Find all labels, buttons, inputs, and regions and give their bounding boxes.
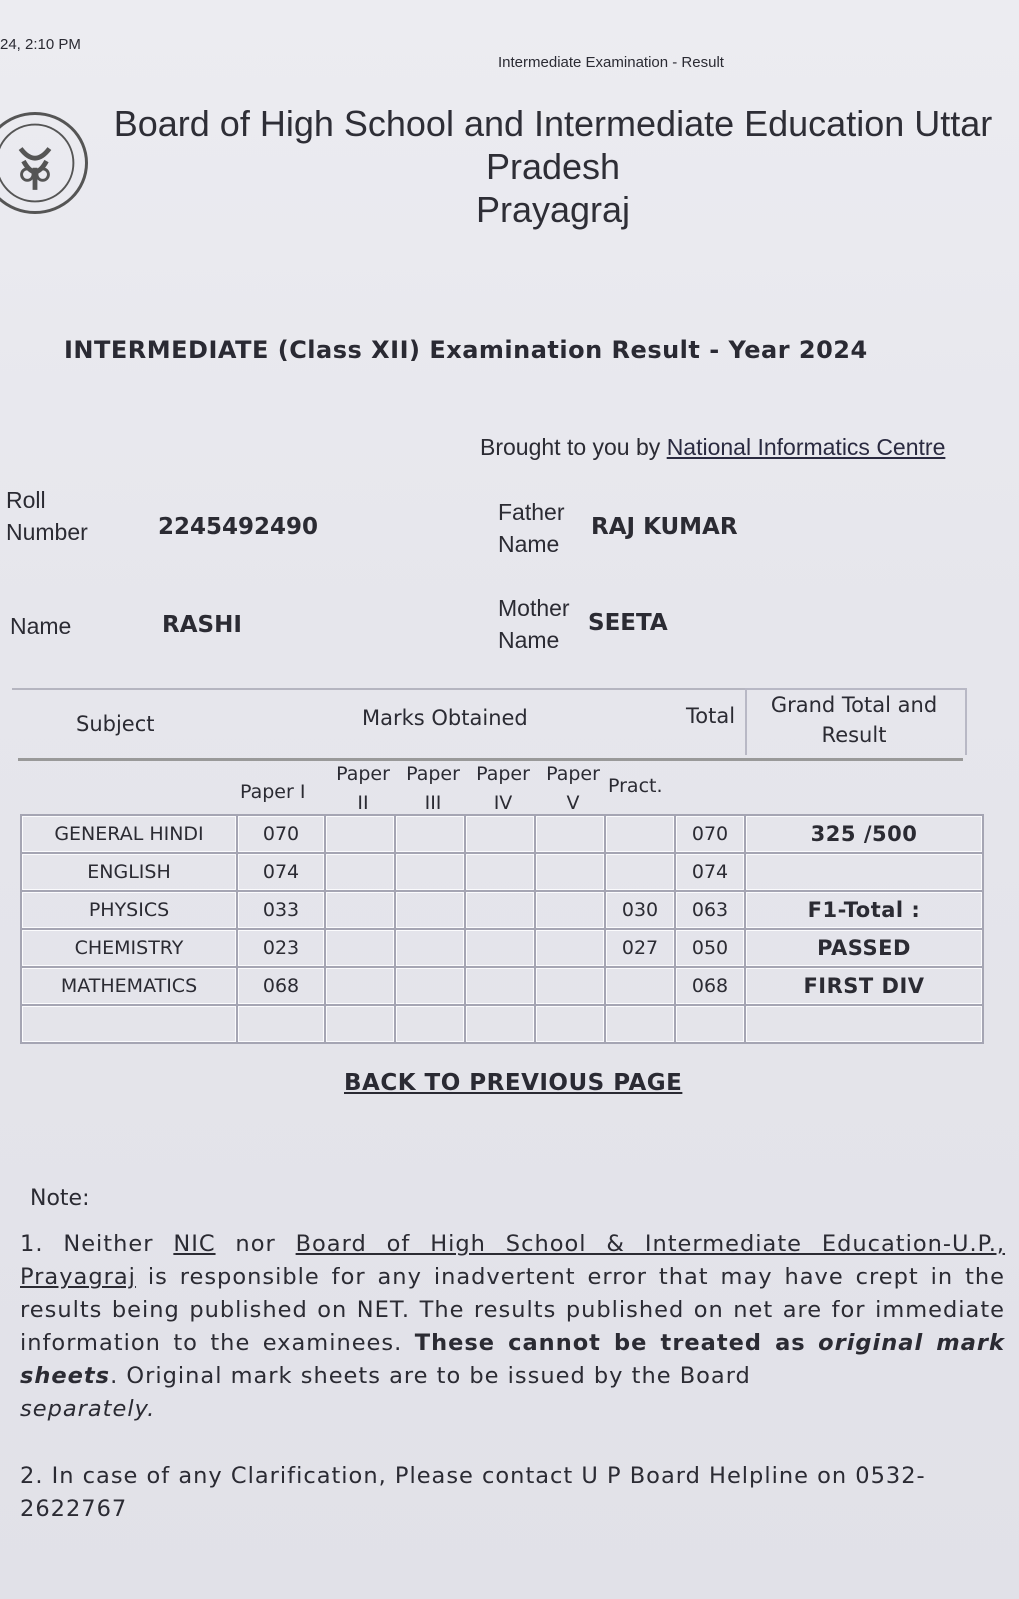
cell-p3: [395, 853, 465, 891]
cell-p2: [325, 1005, 395, 1043]
marks-table: [20, 814, 984, 1044]
nic-note-link[interactable]: NIC: [173, 1231, 216, 1257]
credit-prefix: Brought to you by: [480, 434, 667, 460]
cell-p1: [237, 1005, 325, 1043]
cell-p2: [325, 891, 395, 929]
paper5-header-line2: V: [566, 792, 580, 814]
cell-p5: [535, 891, 605, 929]
paper4-header-line1: Paper: [476, 763, 530, 785]
subject-header: Subject: [76, 712, 155, 736]
table-row: [21, 853, 983, 891]
paper3-header: [400, 760, 466, 818]
marks-obtained-header: Marks Obtained: [362, 706, 528, 730]
grand-total-header: [748, 690, 960, 750]
cell-p4: [465, 1005, 535, 1043]
cell-p1: 023: [237, 929, 325, 967]
paper3-header-line1: Paper: [406, 763, 460, 785]
cell-p4: [465, 967, 535, 1005]
mother-label: [498, 592, 570, 656]
note-paragraph-1: [20, 1228, 1005, 1426]
cell-p4: [465, 853, 535, 891]
cell-p5: [535, 815, 605, 853]
cell-result: [745, 853, 983, 891]
cell-p5: [535, 929, 605, 967]
cell-result: F1-Total :: [745, 891, 983, 929]
cell-p2: [325, 815, 395, 853]
print-page-title: Intermediate Examination - Result: [498, 54, 724, 71]
cell-p1: 070: [237, 815, 325, 853]
paper1-header: Paper I: [240, 781, 306, 803]
table-row: [21, 967, 983, 1005]
grand-total-header-line1: Grand Total and: [770, 693, 938, 717]
paper2-header: [330, 760, 396, 818]
cell-subject: PHYSICS: [21, 891, 237, 929]
cell-subject: GENERAL HINDI: [21, 815, 237, 853]
back-to-previous-page-link[interactable]: BACK TO PREVIOUS PAGE: [344, 1070, 683, 1096]
cell-p3: [395, 1005, 465, 1043]
cell-subject: CHEMISTRY: [21, 929, 237, 967]
print-timestamp: 24, 2:10 PM: [0, 36, 81, 53]
note-text: is responsible for any inadvertent error that may have crept in the results being published on NET. The results published on net are for immediate information to the examinees.: [20, 1264, 1005, 1356]
board-name-line1: Board of High School and Intermediate Education Uttar: [113, 103, 993, 144]
paper3-header-line2: III: [424, 792, 442, 814]
student-name: RASHI: [162, 612, 242, 638]
helpline-text: 2. In case of any Clarification, Please contact U P Board Helpline on 0532-: [20, 1463, 926, 1489]
note-bold-italic-text: original mark sheets: [20, 1330, 1005, 1389]
cell-p3: [395, 929, 465, 967]
cell-pract: [605, 853, 675, 891]
cell-subject: [21, 1005, 237, 1043]
total-header: Total: [686, 704, 736, 728]
cell-p2: [325, 967, 395, 1005]
cell-total: [675, 1005, 745, 1043]
roll-label-line2: Number: [6, 519, 88, 545]
father-label-line2: Name: [498, 531, 560, 557]
roll-label-line1: Roll: [6, 487, 46, 513]
paper5-header-line1: Paper: [546, 763, 600, 785]
cell-p2: [325, 929, 395, 967]
cell-pract: [605, 1005, 675, 1043]
board-name-line2: Pradesh: [485, 146, 621, 187]
cell-subject: MATHEMATICS: [21, 967, 237, 1005]
credit-line: [480, 434, 945, 461]
note-text: nor: [215, 1231, 296, 1257]
cell-p3: [395, 815, 465, 853]
mother-label-line1: Mother: [498, 595, 570, 621]
paper2-header-line2: II: [357, 792, 369, 814]
cell-total: 050: [675, 929, 745, 967]
nic-link[interactable]: National Informatics Centre: [666, 434, 946, 460]
cell-result: 325 /500: [745, 815, 983, 853]
grand-total-header-line2: Result: [821, 723, 887, 747]
board-name-line3: Prayagraj: [475, 189, 631, 230]
helpline-number: 2622767: [20, 1496, 128, 1522]
note-label: Note:: [30, 1186, 90, 1211]
roll-number: 2245492490: [158, 514, 319, 540]
cell-p5: [535, 1005, 605, 1043]
note-text: . Original mark sheets are to be issued by the Board: [110, 1363, 751, 1389]
paper2-header-line1: Paper: [336, 763, 390, 785]
father-name: RAJ KUMAR: [591, 514, 738, 540]
cell-pract: [605, 967, 675, 1005]
prayagraj-note-link[interactable]: Prayagraj: [20, 1264, 136, 1290]
cell-p4: [465, 815, 535, 853]
table-row: [21, 891, 983, 929]
name-label: Name: [10, 613, 72, 639]
note-italic-text: separately.: [20, 1396, 156, 1422]
board-seal-icon: [0, 112, 88, 214]
cell-pract: [605, 815, 675, 853]
pract-header: Pract.: [608, 775, 663, 797]
paper4-header-line2: IV: [493, 792, 513, 814]
cell-total: 068: [675, 967, 745, 1005]
cell-p1: 074: [237, 853, 325, 891]
board-note-link[interactable]: Board of High School & Intermediate Education-U.P.,: [295, 1231, 1006, 1257]
father-label-line1: Father: [498, 499, 565, 525]
cell-p5: [535, 967, 605, 1005]
cell-p3: [395, 891, 465, 929]
cell-total: 070: [675, 815, 745, 853]
board-name: [108, 102, 998, 231]
cell-result: [745, 1005, 983, 1043]
cell-result: FIRST DIV: [745, 967, 983, 1005]
father-label: [498, 496, 564, 560]
paper4-header: [470, 760, 536, 818]
note-bold-text: These cannot be treated as: [414, 1330, 806, 1356]
note-text: 1. Neither: [20, 1231, 174, 1257]
cell-p2: [325, 853, 395, 891]
cell-p4: [465, 891, 535, 929]
table-row: [21, 929, 983, 967]
cell-pract: 030: [605, 891, 675, 929]
roll-label: [6, 484, 88, 548]
cell-p1: 033: [237, 891, 325, 929]
table-row: [21, 815, 983, 853]
mother-label-line2: Name: [498, 627, 560, 653]
exam-title: INTERMEDIATE (Class XII) Examination Result - Year 2024: [64, 336, 868, 364]
table-row: [21, 1005, 983, 1043]
cell-pract: 027: [605, 929, 675, 967]
cell-p4: [465, 929, 535, 967]
cell-p5: [535, 853, 605, 891]
cell-total: 074: [675, 853, 745, 891]
cell-result: PASSED: [745, 929, 983, 967]
note-paragraph-2: [20, 1460, 1005, 1526]
cell-p3: [395, 967, 465, 1005]
cell-p1: 068: [237, 967, 325, 1005]
paper5-header: [540, 760, 606, 818]
mother-name: SEETA: [588, 610, 668, 636]
cell-total: 063: [675, 891, 745, 929]
cell-subject: ENGLISH: [21, 853, 237, 891]
